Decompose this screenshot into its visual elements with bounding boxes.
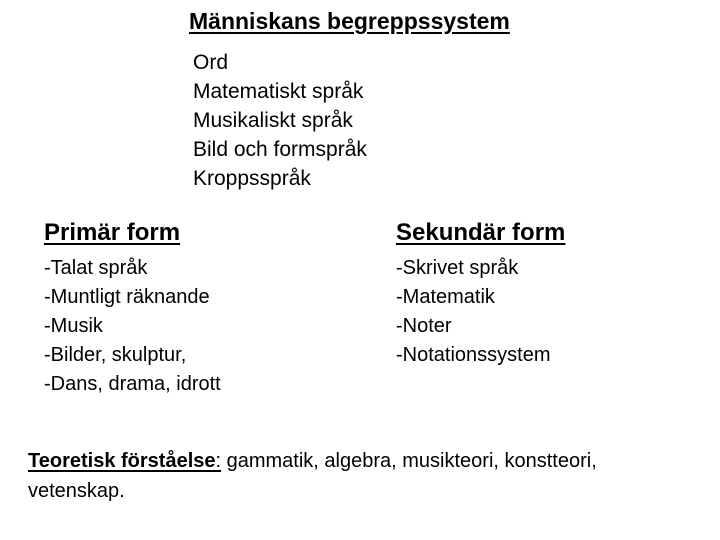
language-list bbox=[193, 48, 367, 193]
secondary-form-item: -Notationssystem bbox=[396, 344, 551, 366]
primary-form-item: -Musik bbox=[44, 315, 103, 337]
secondary-form-item: -Matematik bbox=[396, 286, 495, 308]
theory-note-term: Teoretisk förståelse bbox=[28, 450, 216, 472]
language-item: Musikaliskt språk bbox=[193, 109, 353, 132]
secondary-form-item: -Skrivet språk bbox=[396, 257, 519, 279]
language-item: Bild och formspråk bbox=[193, 138, 367, 161]
theory-note bbox=[28, 446, 678, 506]
theory-note-text: gammatik, algebra, musikteori, konstteori, vetenskap. bbox=[28, 450, 597, 502]
primary-form-item: -Muntligt räknande bbox=[44, 286, 210, 308]
language-item: Matematiskt språk bbox=[193, 80, 364, 103]
primary-form-item: -Dans, drama, idrott bbox=[44, 373, 221, 395]
primary-form-heading: Primär form bbox=[44, 219, 181, 246]
primary-form-item: -Bilder, skulptur, bbox=[44, 344, 187, 366]
language-item: Kroppsspråk bbox=[193, 167, 311, 190]
primary-form-item: -Talat språk bbox=[44, 257, 148, 279]
theory-note-colon: : bbox=[215, 450, 222, 472]
primary-form-list bbox=[44, 254, 221, 399]
secondary-form-list bbox=[396, 254, 551, 370]
language-item: Ord bbox=[193, 51, 229, 74]
secondary-form-heading: Sekundär form bbox=[396, 219, 566, 246]
secondary-form-item: -Noter bbox=[396, 315, 452, 337]
slide-title: Människans begreppssystem bbox=[189, 8, 510, 34]
